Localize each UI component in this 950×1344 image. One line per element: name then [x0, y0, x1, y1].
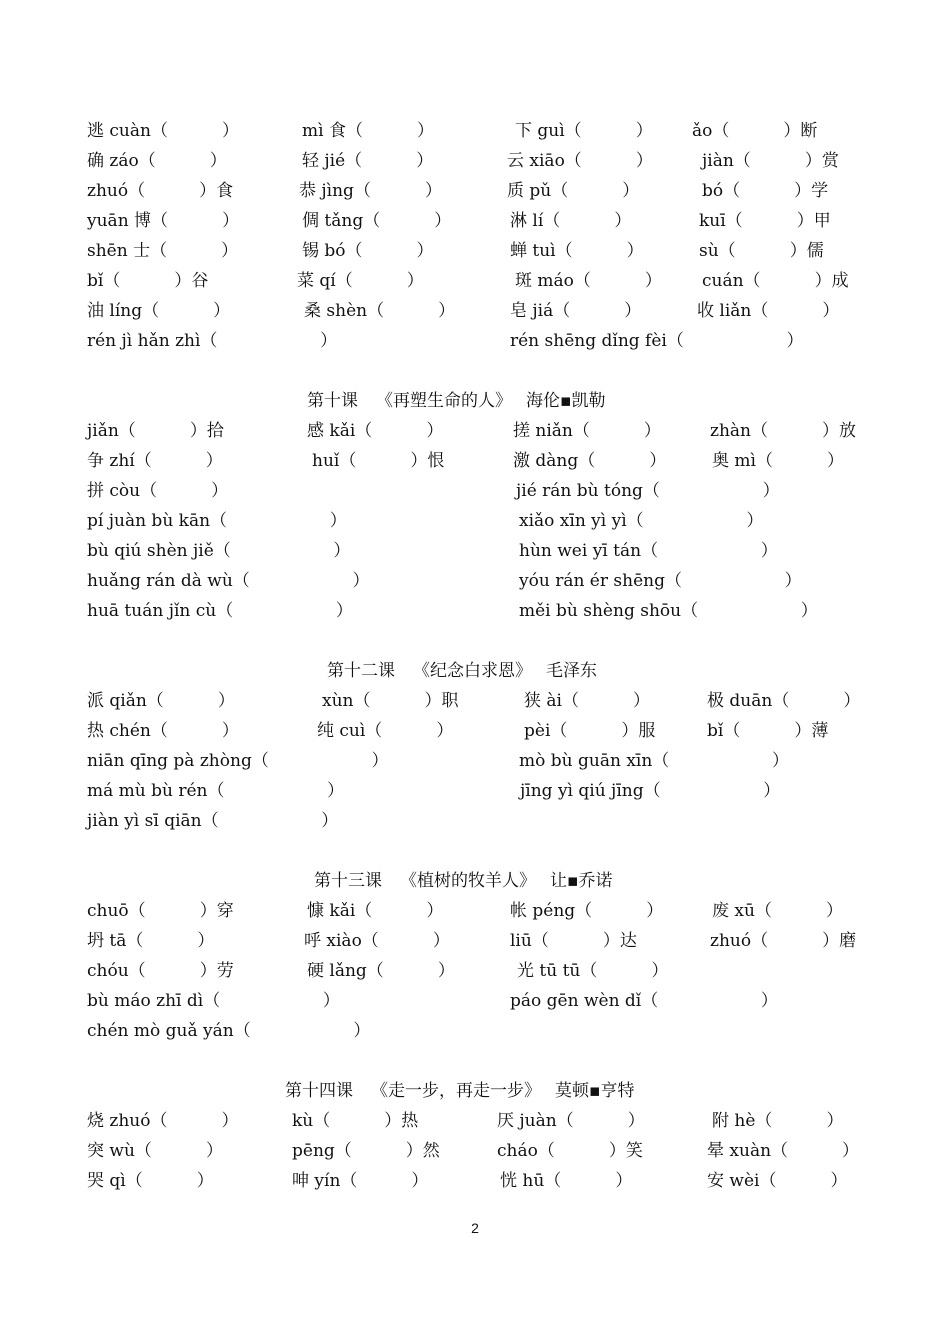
exercise-row	[87, 686, 887, 716]
exercise-item: jīng yì qiú jīng（ ）	[520, 781, 781, 801]
exercise-item: jié rán bù tóng（ ）	[516, 481, 780, 501]
exercise-item: 拼 còu（ ）	[87, 481, 229, 501]
exercise-row	[87, 206, 887, 236]
exercise-item: rén shēng dǐng fèi（ ）	[510, 331, 804, 351]
exercise-item: shēn 士（ ）	[87, 241, 239, 261]
exercise-item: mì 食（ ）	[302, 121, 434, 141]
exercise-row	[87, 986, 887, 1016]
exercise-row	[87, 806, 887, 836]
exercise-item: zhuó（ ）食	[87, 181, 234, 201]
lesson-title: 《纪念白求恩》	[413, 661, 532, 681]
exercise-row	[87, 446, 887, 476]
exercise-item: 逃 cuàn（ ）	[87, 121, 239, 141]
exercise-item: 确 záo（ ）	[87, 151, 227, 171]
exercise-item: 坍 tā（ ）	[87, 931, 215, 951]
exercise-item: 光 tū tū（ ）	[517, 961, 669, 981]
exercise-row	[87, 296, 887, 326]
lesson-title: 《再塑生命的人》	[376, 391, 512, 411]
exercise-item: chóu（ ）劳	[87, 961, 234, 981]
exercise-item: měi bù shèng shōu（ ）	[519, 601, 818, 621]
exercise-row	[87, 926, 887, 956]
exercise-item: 收 liǎn（ ）	[697, 301, 840, 321]
exercise-item: 质 pǔ（ ）	[507, 181, 640, 201]
exercise-item: kuī（ ）甲	[699, 211, 831, 231]
lesson-heading	[285, 1076, 635, 1106]
exercise-item: 恭 jìng（ ）	[299, 181, 442, 201]
exercise-item: 皂 jiá（ ）	[510, 301, 642, 321]
exercise-item: zhàn（ ）放	[710, 421, 857, 441]
exercise-item: pí juàn bù kān（ ）	[87, 511, 347, 531]
exercise-item: huǎng rán dà wù（ ）	[87, 571, 370, 591]
exercise-item: chuō（ ）穿	[87, 901, 234, 921]
exercise-row	[87, 1166, 887, 1196]
exercise-row	[87, 176, 887, 206]
exercise-item: pēng（ ）然	[292, 1141, 440, 1161]
exercise-item: 帐 péng（ ）	[510, 901, 664, 921]
exercise-item: 恍 hū（ ）	[500, 1171, 633, 1191]
exercise-item: 淋 lí（ ）	[510, 211, 632, 231]
lesson-author: 让▪乔诺	[550, 871, 613, 891]
exercise-item: 极 duān（ ）	[707, 691, 861, 711]
exercise-item: cuán（ ）成	[702, 271, 849, 291]
exercise-item: 下 guì（ ）	[515, 121, 653, 141]
exercise-item: 晕 xuàn（ ）	[707, 1141, 860, 1161]
lesson-heading	[307, 386, 606, 416]
exercise-row	[87, 566, 887, 596]
exercise-row	[87, 116, 887, 146]
exercise-row	[87, 326, 887, 356]
exercise-item: bǐ（ ）谷	[87, 271, 209, 291]
exercise-row	[87, 1016, 887, 1046]
exercise-item: 呼 xiào（ ）	[304, 931, 450, 951]
exercise-item: huā tuán jǐn cù（ ）	[87, 601, 353, 621]
exercise-item: kù（ ）热	[292, 1111, 419, 1131]
exercise-item: bù máo zhī dì（ ）	[87, 991, 340, 1011]
exercise-item: 纯 cuì（ ）	[317, 721, 454, 741]
lesson-author: 海伦▪凯勒	[526, 391, 606, 411]
exercise-item: 油 líng（ ）	[87, 301, 231, 321]
lesson-title: 《植树的牧羊人》	[400, 871, 536, 891]
exercise-item: 搓 niǎn（ ）	[513, 421, 661, 441]
exercise-row	[87, 776, 887, 806]
exercise-item: 厌 juàn（ ）	[497, 1111, 645, 1131]
exercise-item: yóu rán ér shēng（ ）	[519, 571, 802, 591]
exercise-row	[87, 416, 887, 446]
exercise-item: 锡 bó（ ）	[302, 241, 434, 261]
exercise-row	[87, 716, 887, 746]
exercise-item: 桑 shèn（ ）	[304, 301, 456, 321]
exercise-item: má mù bù rén（ ）	[87, 781, 345, 801]
exercise-row	[87, 1106, 887, 1136]
exercise-item: 奥 mì（ ）	[712, 451, 844, 471]
page-number: 2	[471, 1220, 479, 1236]
lesson-heading	[314, 866, 613, 896]
lesson-number: 第十四课	[285, 1081, 353, 1101]
exercise-item: 附 hè（ ）	[712, 1111, 844, 1131]
exercise-item: 安 wèi（ ）	[707, 1171, 848, 1191]
exercise-item: 狭 ài（ ）	[524, 691, 651, 711]
exercise-item: sù（ ）儒	[699, 241, 824, 261]
exercise-item: jiàn yì sī qiān（ ）	[87, 811, 339, 831]
exercise-item: pèi（ ）服	[524, 721, 656, 741]
exercise-item: 废 xū（ ）	[712, 901, 843, 921]
exercise-item: 斑 máo（ ）	[515, 271, 662, 291]
exercise-row	[87, 596, 887, 626]
exercise-item: 突 wù（ ）	[87, 1141, 223, 1161]
exercise-item: 轻 jié（ ）	[302, 151, 434, 171]
exercise-row	[87, 146, 887, 176]
exercise-row	[87, 746, 887, 776]
exercise-item: 哭 qì（ ）	[87, 1171, 214, 1191]
exercise-item: mò bù guān xīn（ ）	[519, 751, 789, 771]
exercise-row	[87, 956, 887, 986]
exercise-item: liū（ ）达	[510, 931, 637, 951]
exercise-item: 倜 tǎng（ ）	[302, 211, 452, 231]
exercise-item: xùn（ ）职	[322, 691, 459, 711]
exercise-row	[87, 896, 887, 926]
exercise-item: 派 qiǎn（ ）	[87, 691, 235, 711]
exercise-item: 争 zhí（ ）	[87, 451, 223, 471]
exercise-item: ǎo（ ）断	[692, 121, 818, 141]
lesson-author: 毛泽东	[546, 661, 597, 681]
exercise-item: bó（ ）学	[702, 181, 829, 201]
lesson-heading	[327, 656, 597, 686]
exercise-item: jiǎn（ ）拾	[87, 421, 224, 441]
exercise-item: 呻 yín（ ）	[292, 1171, 429, 1191]
exercise-item: 菜 qí（ ）	[297, 271, 424, 291]
exercise-row	[87, 476, 887, 506]
exercise-item: 热 chén（ ）	[87, 721, 239, 741]
exercise-item: jiàn（ ）赏	[702, 151, 839, 171]
exercise-item: 云 xiāo（ ）	[507, 151, 653, 171]
exercise-item: chén mò guǎ yán（ ）	[87, 1021, 371, 1041]
lesson-author: 莫顿▪亨特	[555, 1081, 635, 1101]
exercise-item: niān qīng pà zhòng（ ）	[87, 751, 389, 771]
exercise-item: huǐ（ ）恨	[312, 451, 445, 471]
exercise-item: 烧 zhuó（ ）	[87, 1111, 239, 1131]
lesson-number: 第十三课	[314, 871, 382, 891]
exercise-item: yuān 博（ ）	[87, 211, 240, 231]
exercise-item: 硬 lǎng（ ）	[307, 961, 455, 981]
lesson-number: 第十二课	[327, 661, 395, 681]
exercise-item: 感 kǎi（ ）	[307, 421, 444, 441]
exercise-item: cháo（ ）笑	[497, 1141, 643, 1161]
lesson-title: 《走一步，再走一步》	[371, 1081, 541, 1101]
exercise-item: páo gēn wèn dǐ（ ）	[510, 991, 778, 1011]
exercise-item: 蝉 tuì（ ）	[510, 241, 644, 261]
exercise-item: xiǎo xīn yì yì（ ）	[519, 511, 764, 531]
exercise-item: 慷 kǎi（ ）	[307, 901, 444, 921]
exercise-item: rén jì hǎn zhì（ ）	[87, 331, 338, 351]
exercise-item: zhuó（ ）磨	[710, 931, 857, 951]
exercise-row	[87, 266, 887, 296]
exercise-row	[87, 236, 887, 266]
exercise-item: bǐ（ ）薄	[707, 721, 829, 741]
exercise-item: bù qiú shèn jiě（ ）	[87, 541, 351, 561]
exercise-item: hùn wei yī tán（ ）	[519, 541, 778, 561]
exercise-row	[87, 1136, 887, 1166]
exercise-row	[87, 536, 887, 566]
exercise-item: 激 dàng（ ）	[513, 451, 667, 471]
lesson-number: 第十课	[307, 391, 358, 411]
exercise-row	[87, 506, 887, 536]
